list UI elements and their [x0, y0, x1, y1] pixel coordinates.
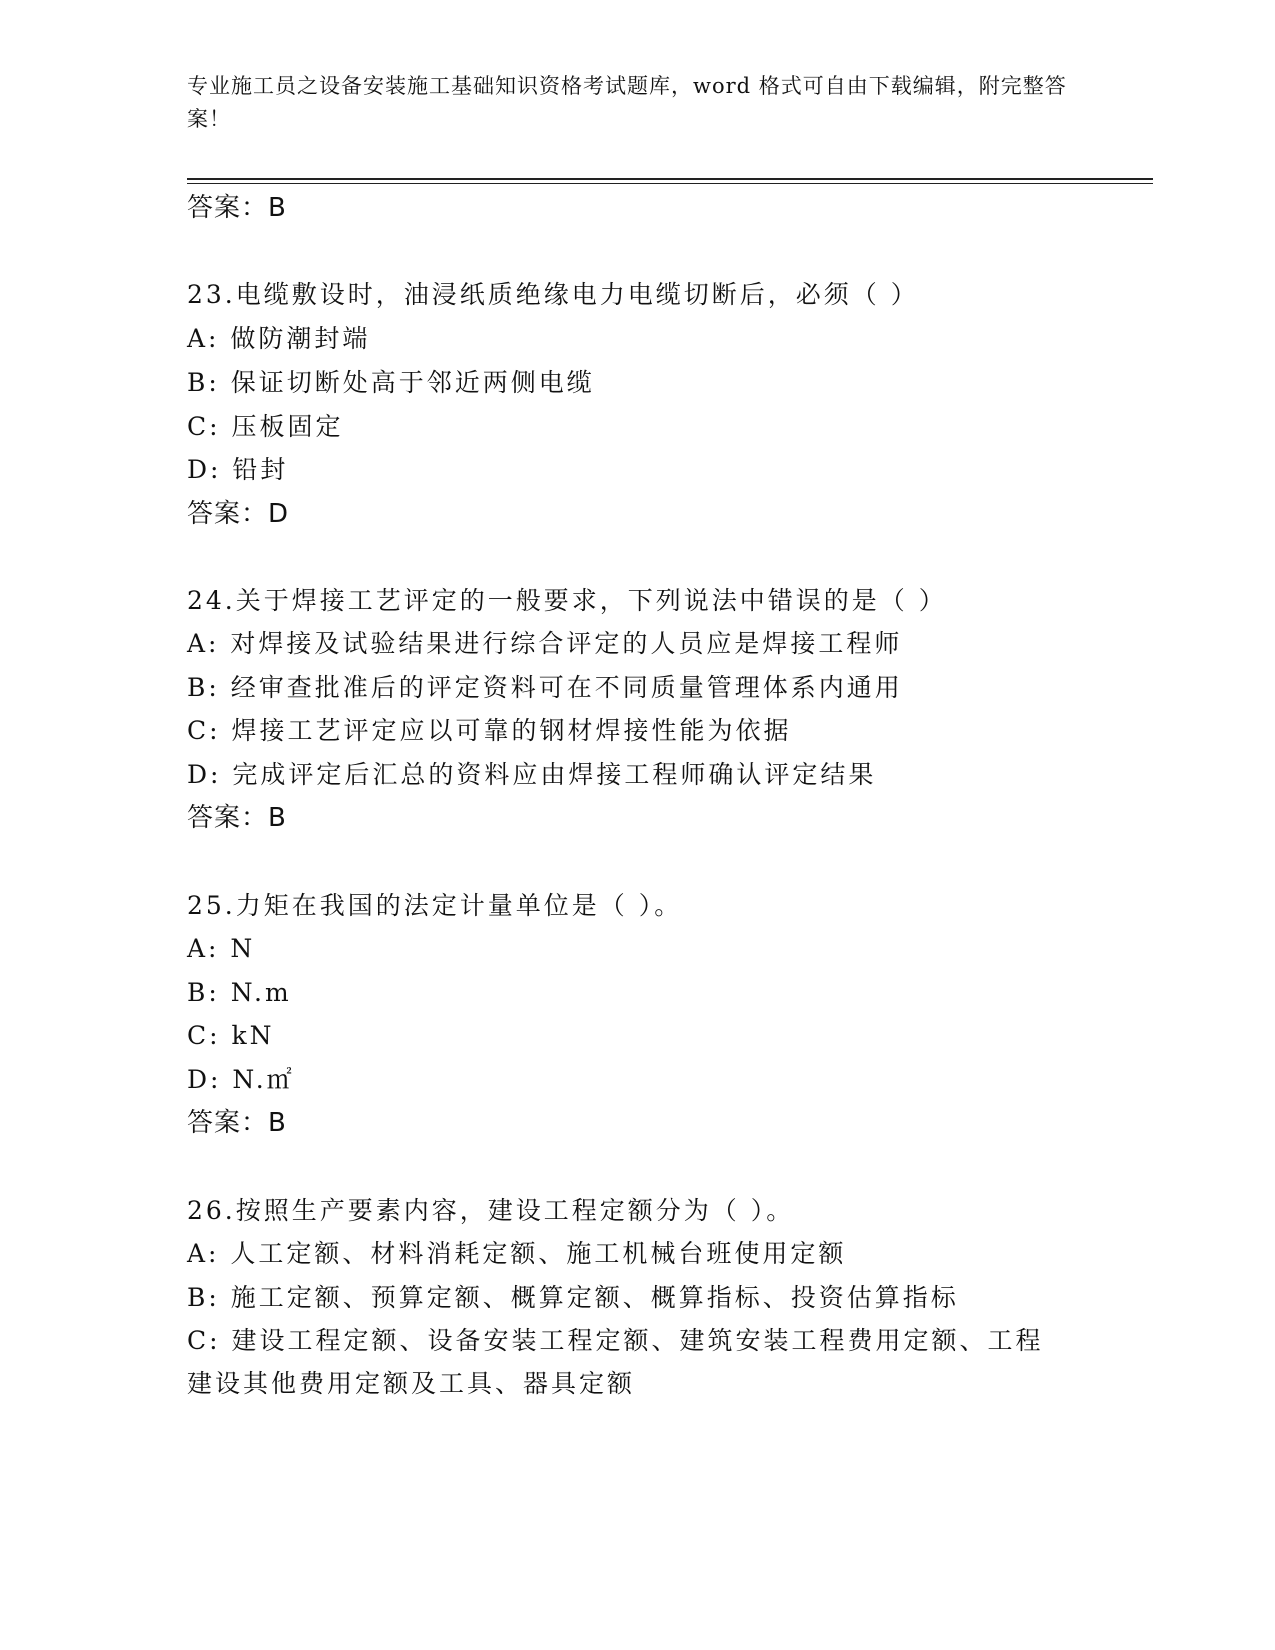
question-25-option-b: B: N.m	[187, 978, 292, 1007]
question-23-option-d: D: 铅封	[187, 455, 289, 484]
question-26-option-c: C: 建设工程定额、设备安装工程定额、建筑安装工程费用定额、工程	[187, 1326, 1044, 1355]
question-24-option-d: D: 完成评定后汇总的资料应由焊接工程师确认评定结果	[187, 760, 877, 789]
question-26-stem: 26.按照生产要素内容，建设工程定额分为（ ）。	[187, 1196, 795, 1225]
question-25-option-d: D: N.㎡	[187, 1065, 295, 1094]
question-23-stem: 23.电缆敷设时，油浸纸质绝缘电力电缆切断后，必须（ ）	[187, 280, 919, 309]
question-26-option-b: B: 施工定额、预算定额、概算定额、概算指标、投资估算指标	[187, 1283, 959, 1312]
question-24-option-b: B: 经审查批准后的评定资料可在不同质量管理体系内通用	[187, 673, 903, 702]
header-rule-thick	[187, 178, 1153, 180]
question-23-answer: 答案：D	[187, 499, 290, 529]
question-24-option-a: A: 对焊接及试验结果进行综合评定的人员应是焊接工程师	[187, 629, 903, 658]
question-23-option-c: C: 压板固定	[187, 412, 344, 441]
question-23-option-b: B: 保证切断处高于邻近两侧电缆	[187, 368, 595, 397]
question-24-stem: 24.关于焊接工艺评定的一般要求，下列说法中错误的是（ ）	[187, 586, 947, 615]
question-26-option-a: A: 人工定额、材料消耗定额、施工机械台班使用定额	[187, 1239, 847, 1268]
header-rule-thin	[187, 183, 1153, 184]
question-26-option-c-continued: 建设其他费用定额及工具、器具定额	[187, 1369, 636, 1398]
question-25-stem: 25.力矩在我国的法定计量单位是（ ）。	[187, 891, 683, 920]
question-25-option-a: A: N	[187, 934, 256, 963]
question-24-answer: 答案：B	[187, 803, 287, 833]
document-header: 专业施工员之设备安装施工基础知识资格考试题库，word 格式可自由下载编辑，附完整答案！	[187, 74, 1067, 131]
question-25-answer: 答案：B	[187, 1108, 287, 1138]
question-23-option-a: A: 做防潮封端	[187, 324, 371, 353]
question-25-option-c: C: kN	[187, 1021, 275, 1050]
answer-prev: 答案：B	[187, 193, 287, 223]
question-24-option-c: C: 焊接工艺评定应以可靠的钢材焊接性能为依据	[187, 716, 792, 745]
